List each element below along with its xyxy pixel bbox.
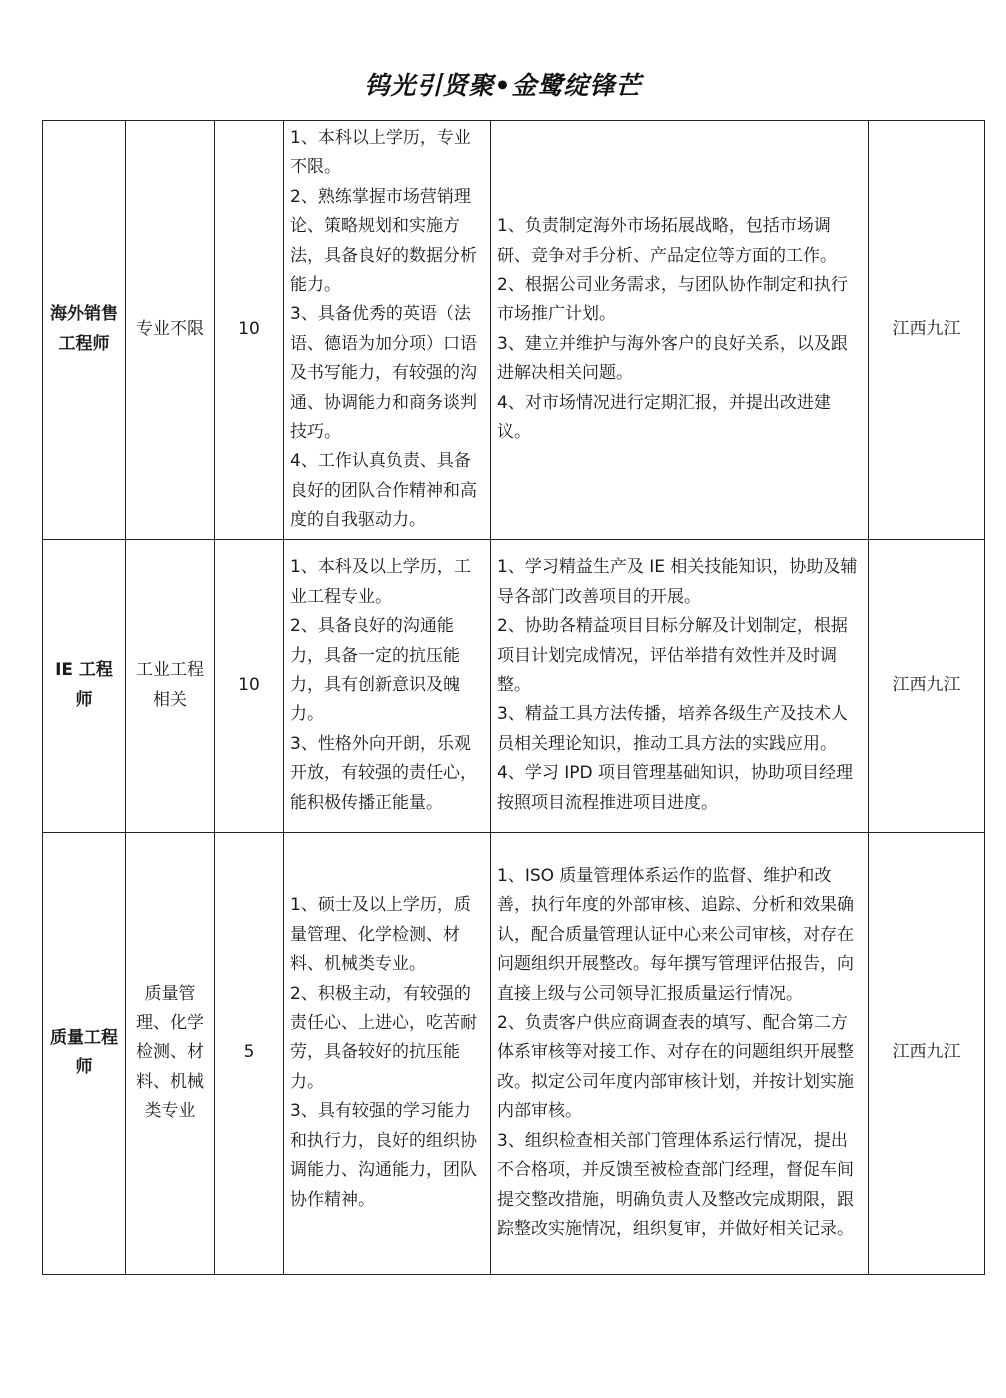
duty-item: 2、协助各精益项目目标分解及计划制定，根据项目计划完成情况，评估举措有效性并及时调整。 xyxy=(497,616,848,695)
requirement-item: 1、本科及以上学历，工业工程专业。 xyxy=(290,557,471,607)
requirement-item: 1、本科以上学历，专业不限。 xyxy=(290,128,471,178)
job-location: 江西九江 xyxy=(869,539,985,832)
job-table xyxy=(42,120,985,1275)
job-duties xyxy=(491,539,869,832)
requirement-item: 2、具备良好的沟通能力，具备一定的抗压能力，具有创新意识及魄力。 xyxy=(290,616,460,725)
requirement-item: 2、积极主动，有较强的责任心、上进心，吃苦耐劳，具备较好的抗压能力。 xyxy=(290,983,477,1092)
table-row xyxy=(43,121,985,540)
duty-item: 1、负责制定海外市场拓展战略，包括市场调研、竞争对手分析、产品定位等方面的工作。 xyxy=(497,216,837,266)
duty-item: 2、根据公司业务需求，与团队协作制定和执行市场推广计划。 xyxy=(497,275,848,325)
job-count: 10 xyxy=(215,121,284,540)
job-location: 江西九江 xyxy=(869,832,985,1274)
job-duties xyxy=(491,121,869,540)
job-location: 江西九江 xyxy=(869,121,985,540)
job-requirements xyxy=(284,121,491,540)
requirement-item: 3、具备优秀的英语（法语、德语为加分项）口语及书写能力，有较强的沟通、协调能力和商务谈判技巧。 xyxy=(290,304,477,443)
job-major: 专业不限 xyxy=(126,121,215,540)
table-row xyxy=(43,832,985,1274)
duty-item: 3、精益工具方法传播，培养各级生产及技术人员相关理论知识，推动工具方法的实践应用。 xyxy=(497,704,848,754)
requirement-item: 2、熟练掌握市场营销理论、策略规划和实施方法，具备良好的数据分析能力。 xyxy=(290,186,477,296)
duty-item: 4、对市场情况进行定期汇报，并提出改进建议。 xyxy=(497,392,831,443)
job-major: 工业工程相关 xyxy=(126,539,215,832)
job-title: IE 工程师 xyxy=(43,539,126,832)
job-major: 质量管理、化学检测、材料、机械类专业 xyxy=(126,832,215,1274)
table-row xyxy=(43,539,985,832)
page-title: 钨光引贤聚•金鹭绽锋芒 xyxy=(364,71,642,100)
job-requirements xyxy=(284,832,491,1274)
job-requirements xyxy=(284,539,491,832)
requirement-item: 3、性格外向开朗，乐观开放，有较强的责任心，能积极传播正能量。 xyxy=(290,733,477,813)
duty-item: 1、ISO 质量管理体系运作的监督、维护和改善，执行年度的外部审核、追踪、分析和效果确认，配合质量管理认证中心来公司审核，对存在问题组织开展整改。每年撰写管理评估报告，向直接上级与公司领导汇报质量运行情况。 xyxy=(497,866,854,1004)
job-count: 5 xyxy=(215,832,284,1274)
job-count: 10 xyxy=(215,539,284,832)
job-title: 海外销售工程师 xyxy=(43,121,126,540)
requirement-item: 1、硕士及以上学历，质量管理、化学检测、材料、机械类专业。 xyxy=(290,895,471,975)
duty-item: 3、组织检查相关部门管理体系运行情况，提出不合格项，并反馈至被检查部门经理，督促车间提交整改措施，明确负责人及整改完成期限，跟踪整改实施情况，组织复审，并做好相关记录。 xyxy=(497,1130,854,1239)
job-duties xyxy=(491,832,869,1274)
duty-item: 1、学习精益生产及 IE 相关技能知识，协助及辅导各部门改善项目的开展。 xyxy=(497,557,858,607)
requirement-item: 4、工作认真负责、具备良好的团队合作精神和高度的自我驱动力。 xyxy=(290,451,477,531)
duty-item: 3、建立并维护与海外客户的良好关系，以及跟进解决相关问题。 xyxy=(497,333,848,384)
duty-item: 4、学习 IPD 项目管理基础知识，协助项目经理按照项目流程推进项目进度。 xyxy=(497,763,853,813)
duty-item: 2、负责客户供应商调查表的填写、配合第二方体系审核等对接工作、对存在的问题组织开展整改。拟定公司年度内部审核计划，并按计划实施内部审核。 xyxy=(497,1013,854,1122)
requirement-item: 3、具有较强的学习能力和执行力，良好的组织协调能力、沟通能力，团队协作精神。 xyxy=(290,1101,477,1210)
job-title: 质量工程师 xyxy=(43,832,126,1274)
